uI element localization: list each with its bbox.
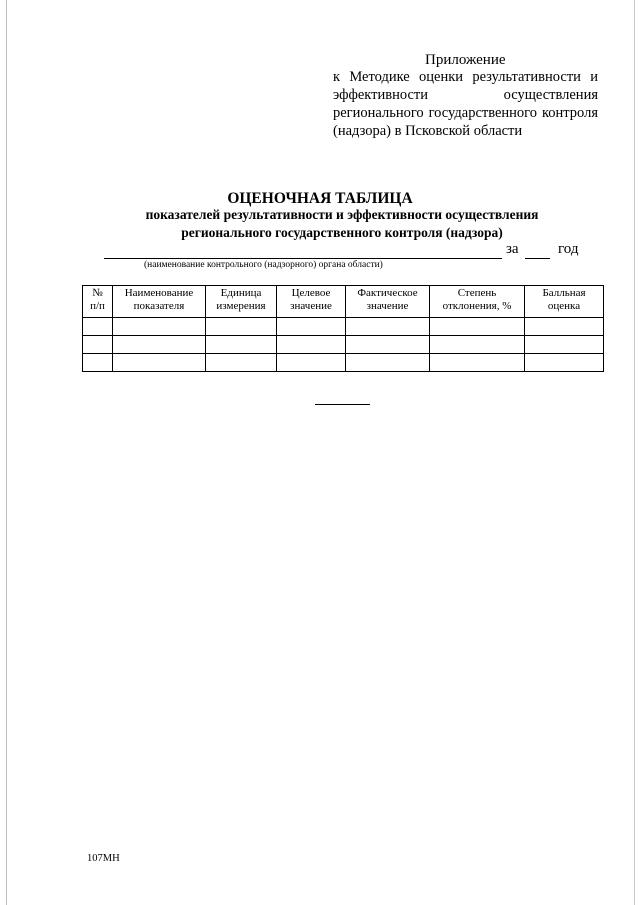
header-text: Балльная <box>542 287 586 299</box>
za-label: за <box>506 241 519 257</box>
scan-edge-right <box>634 0 635 905</box>
scan-edge-left <box>6 0 7 905</box>
header-text: значение <box>366 300 409 312</box>
header-cell-target-value <box>277 286 346 318</box>
header-text: Наименование <box>124 287 194 299</box>
table-header-row <box>83 286 604 318</box>
header-cell-actual-value <box>346 286 430 318</box>
header-text: Фактическое <box>357 287 418 299</box>
org-name-caption: (наименование контрольного (надзорного) органа области) <box>144 260 383 270</box>
table-cell <box>525 336 604 354</box>
table-cell <box>83 336 113 354</box>
appendix-text: к Методике оценки результативности и эффективности осуществления регионального государственного контроля (надзора) в Псковской области <box>333 69 598 139</box>
table-cell <box>430 318 525 336</box>
header-text: измерения <box>216 300 266 312</box>
document-subtitle-line1: показателей результативности и эффективности осуществления <box>145 207 539 222</box>
header-cell-score <box>525 286 604 318</box>
table-row <box>83 318 604 336</box>
table-cell <box>206 354 277 372</box>
table-cell <box>277 354 346 372</box>
header-text: № <box>92 287 103 299</box>
header-text: Целевое <box>291 287 331 299</box>
table-cell <box>206 318 277 336</box>
table-cell <box>525 318 604 336</box>
table-cell <box>346 336 430 354</box>
table-cell <box>525 354 604 372</box>
table-row <box>83 336 604 354</box>
header-cell-unit <box>206 286 277 318</box>
god-label: год <box>558 241 579 257</box>
header-text: оценка <box>547 300 581 312</box>
table-cell <box>346 354 430 372</box>
table-cell <box>277 336 346 354</box>
header-text: отклонения, % <box>442 300 512 312</box>
table-cell <box>113 354 206 372</box>
document-subtitle-line2: регионального государственного контроля (надзора) <box>181 225 503 240</box>
closing-separator-line <box>315 404 370 405</box>
table-cell <box>206 336 277 354</box>
table-cell <box>113 336 206 354</box>
table-cell <box>83 318 113 336</box>
table-cell <box>83 354 113 372</box>
appendix-title: Приложение <box>425 52 506 68</box>
header-cell-indicator-name <box>113 286 206 318</box>
table-cell <box>430 336 525 354</box>
header-text: значение <box>290 300 332 312</box>
header-cell-deviation <box>430 286 525 318</box>
table-row <box>83 354 604 372</box>
year-blank-line <box>525 258 550 259</box>
table-cell <box>113 318 206 336</box>
evaluation-table <box>82 285 604 372</box>
table-cell <box>277 318 346 336</box>
header-text: п/п <box>90 300 105 312</box>
footer-document-code: 107МН <box>87 853 120 864</box>
header-cell-number <box>83 286 113 318</box>
table-cell <box>346 318 430 336</box>
table-cell <box>430 354 525 372</box>
document-title: ОЦЕНОЧНАЯ ТАБЛИЦА <box>227 190 413 207</box>
header-text: показателя <box>133 300 185 312</box>
org-name-blank-line <box>104 258 502 259</box>
header-text: Степень <box>457 287 497 299</box>
header-text: Единица <box>220 287 262 299</box>
